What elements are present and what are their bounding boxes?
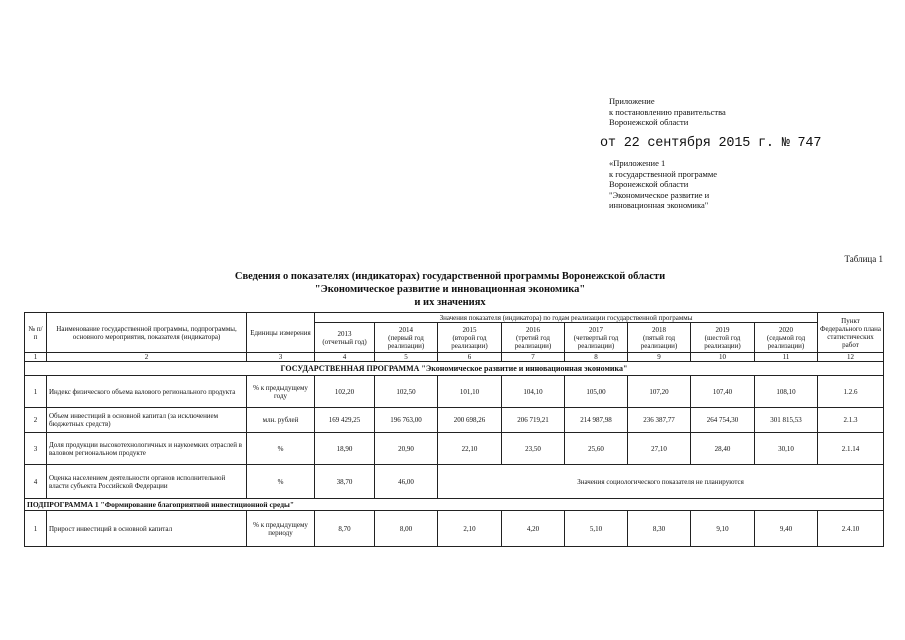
- col-head-year: 2014 (первый год реализации): [375, 323, 438, 353]
- column-number: 9: [628, 353, 691, 362]
- row-num: 1: [25, 376, 47, 408]
- column-number: 11: [755, 353, 818, 362]
- table-row: [25, 408, 884, 433]
- value-cell: 200 698,26: [438, 408, 502, 433]
- appendix1-line: Воронежской области: [609, 179, 689, 190]
- value-cell: 8,70: [315, 511, 375, 547]
- row-name: Доля продукции высокотехнологичных и наукоемких отраслей в валовом региональном продукте: [47, 433, 247, 465]
- indicators-table: [24, 312, 884, 547]
- not-planned-note: Значения социологического показателя не планируются: [438, 465, 884, 499]
- row-num: 1: [25, 511, 47, 547]
- column-number: 12: [818, 353, 884, 362]
- col-head-year: 2020 (седьмой год реализации): [755, 323, 818, 353]
- value-cell: 214 987,98: [565, 408, 628, 433]
- table-row: [25, 376, 884, 408]
- row-plan: 2.4.10: [818, 511, 884, 547]
- appendix1-line: к государственной программе: [609, 168, 718, 179]
- col-head-year: 2018 (пятый год реализации): [628, 323, 691, 353]
- value-cell: 8,30: [628, 511, 691, 547]
- value-cell: 4,20: [502, 511, 565, 547]
- value-cell: 30,10: [755, 433, 818, 465]
- value-cell: 5,10: [565, 511, 628, 547]
- value-cell: 46,00: [375, 465, 438, 499]
- row-unit: млн. рублей: [247, 408, 315, 433]
- row-unit: % к предыдущему периоду: [247, 511, 315, 547]
- value-cell: 108,10: [755, 376, 818, 408]
- value-cell: 101,10: [438, 376, 502, 408]
- col-head-year: 2017 (четвертый год реализации): [565, 323, 628, 353]
- value-cell: 107,40: [691, 376, 755, 408]
- appendix1-line: «Приложение 1: [609, 158, 666, 168]
- row-name: Прирост инвестиций в основной капитал: [47, 511, 247, 547]
- value-cell: 38,70: [315, 465, 375, 499]
- appendix-line: Воронежской области: [609, 117, 689, 128]
- col-head-plan: Пункт Федерального плана статистических работ: [818, 313, 884, 353]
- value-cell: 22,10: [438, 433, 502, 465]
- column-number: 5: [375, 353, 438, 362]
- value-cell: 169 429,25: [315, 408, 375, 433]
- value-cell: 102,20: [315, 376, 375, 408]
- value-cell: 27,10: [628, 433, 691, 465]
- column-number: 10: [691, 353, 755, 362]
- table-row: [25, 511, 884, 547]
- value-cell: 9,10: [691, 511, 755, 547]
- value-cell: 9,40: [755, 511, 818, 547]
- row-num: 4: [25, 465, 47, 499]
- col-head-name: Наименование государственной программы, подпрограммы, основного мероприятия, показателя (индикатора): [47, 313, 247, 353]
- appendix1-block: [609, 158, 717, 211]
- value-cell: 236 387,77: [628, 408, 691, 433]
- appendix-line: Приложение: [609, 96, 655, 106]
- row-name: Оценка населением деятельности органов исполнительной власти субъекта Российской Федерации: [47, 465, 247, 499]
- col-head-values: Значения показателя (индикатора) по годам реализации государственной программы: [315, 313, 818, 323]
- row-unit: %: [247, 433, 315, 465]
- column-number: 8: [565, 353, 628, 362]
- row-num: 3: [25, 433, 47, 465]
- appendix-line: к постановлению правительства: [609, 106, 726, 117]
- value-cell: 2,10: [438, 511, 502, 547]
- value-cell: 105,00: [565, 376, 628, 408]
- value-cell: 28,40: [691, 433, 755, 465]
- value-cell: 196 763,00: [375, 408, 438, 433]
- col-head-year: 2015 (второй год реализации): [438, 323, 502, 353]
- doc-title: и их значениях: [414, 297, 486, 308]
- col-head-unit: Единицы измерения: [247, 313, 315, 353]
- column-number-row: [25, 353, 884, 362]
- column-number: 1: [25, 353, 47, 362]
- row-name: Индекс физического объема валового регионального продукта: [47, 376, 247, 408]
- value-cell: 206 719,21: [502, 408, 565, 433]
- column-number: 6: [438, 353, 502, 362]
- column-number: 3: [247, 353, 315, 362]
- row-unit: % к предыдущему году: [247, 376, 315, 408]
- column-number: 2: [47, 353, 247, 362]
- col-head-year: 2019 (шестой год реализации): [691, 323, 755, 353]
- value-cell: 264 754,30: [691, 408, 755, 433]
- decree-line: от 22 сентября 2015 г. № 747: [600, 136, 822, 151]
- doc-title: "Экономическое развитие и инновационная экономика": [314, 284, 586, 295]
- subprogram-title: ПОДПРОГРАММА 1 "Формирование благоприятной инвестиционной среды": [25, 499, 884, 511]
- table-row: [25, 465, 884, 499]
- appendix1-line: инновационная экономика": [609, 200, 709, 211]
- column-number: 7: [502, 353, 565, 362]
- value-cell: 301 815,53: [755, 408, 818, 433]
- row-plan: 2.1.3: [818, 408, 884, 433]
- row-num: 2: [25, 408, 47, 433]
- col-head-year: 2016 (третий год реализации): [502, 323, 565, 353]
- col-head-num: № п/п: [25, 313, 47, 353]
- value-cell: 104,10: [502, 376, 565, 408]
- table-row: [25, 433, 884, 465]
- col-head-year: 2013 (отчетный год): [315, 323, 375, 353]
- value-cell: 18,90: [315, 433, 375, 465]
- appendix1-line: "Экономическое развитие и: [609, 189, 710, 200]
- value-cell: 8,00: [375, 511, 438, 547]
- appendix-block: [609, 96, 726, 128]
- value-cell: 23,50: [502, 433, 565, 465]
- row-unit: %: [247, 465, 315, 499]
- value-cell: 20,90: [375, 433, 438, 465]
- column-number: 4: [315, 353, 375, 362]
- program-title: ГОСУДАРСТВЕННАЯ ПРОГРАММА "Экономическое развитие и инновационная экономика": [25, 362, 884, 376]
- value-cell: 25,60: [565, 433, 628, 465]
- table-label: Таблица 1: [844, 254, 883, 264]
- value-cell: 102,50: [375, 376, 438, 408]
- row-plan: 1.2.6: [818, 376, 884, 408]
- value-cell: 107,20: [628, 376, 691, 408]
- row-plan: 2.1.14: [818, 433, 884, 465]
- doc-title: Сведения о показателях (индикаторах) государственной программы Воронежской области: [234, 271, 666, 282]
- row-name: Объем инвестиций в основной капитал (за исключением бюджетных средств): [47, 408, 247, 433]
